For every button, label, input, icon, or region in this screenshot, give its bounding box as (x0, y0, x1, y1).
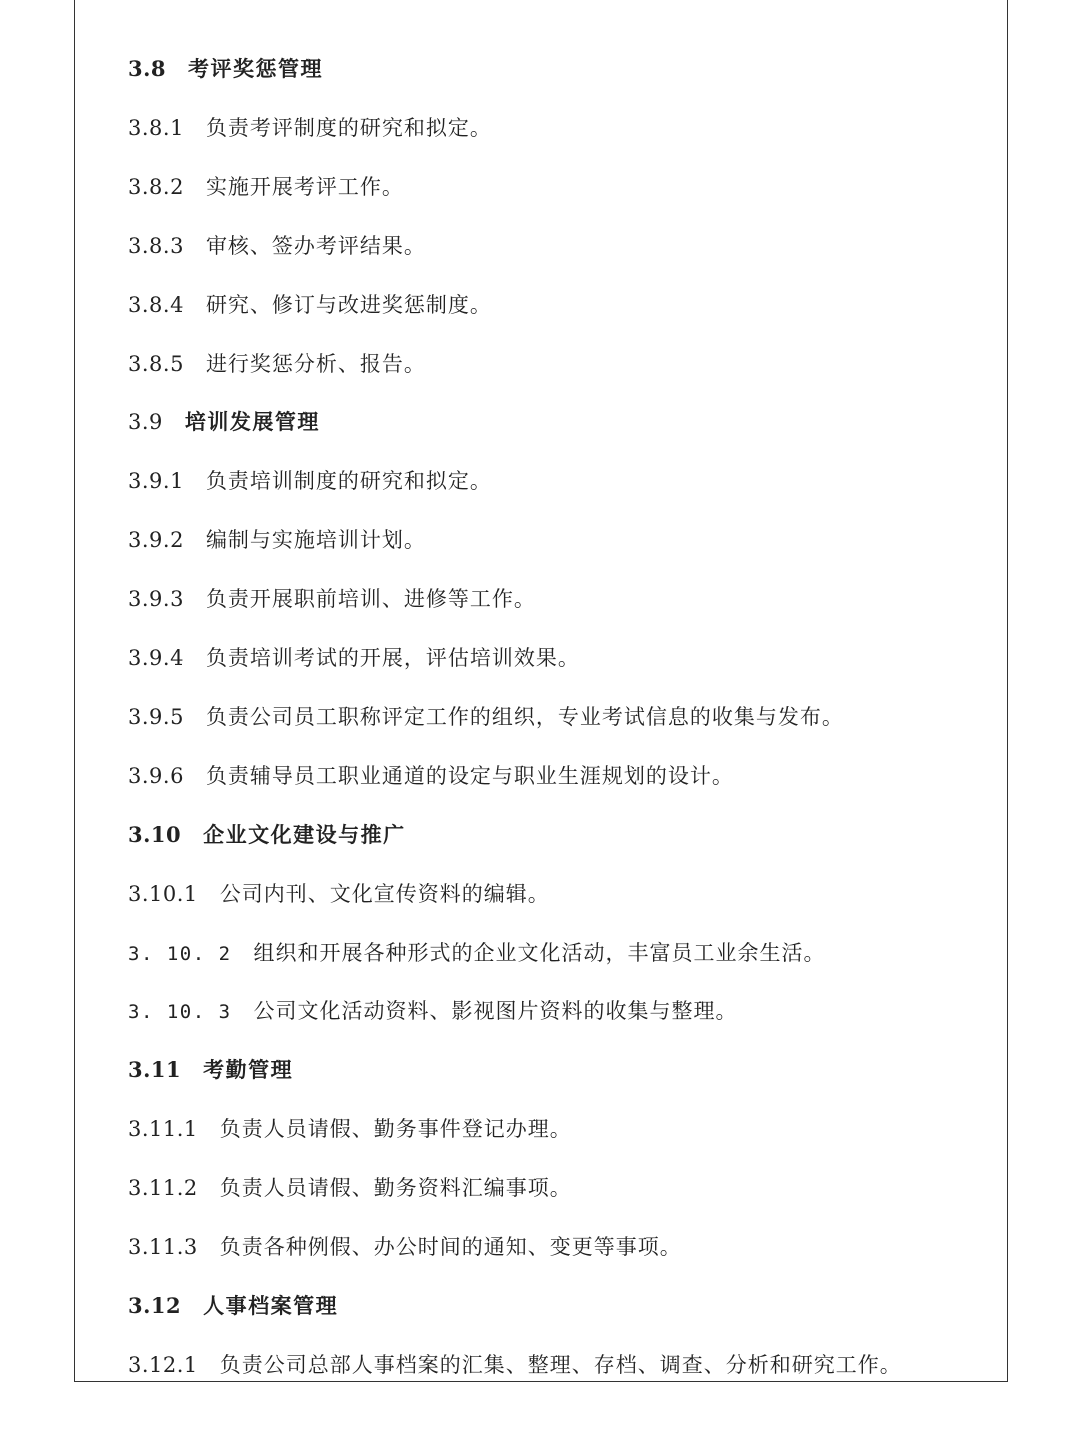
item-number: 3.12 (128, 1292, 182, 1318)
item-text: 负责公司员工职称评定工作的组织，专业考试信息的收集与发布。 (205, 704, 844, 729)
item-text: 公司内刊、文化宣传资料的编辑。 (219, 881, 550, 906)
list-item (128, 1109, 572, 1149)
item-text: 负责人员请假、勤务资料汇编事项。 (219, 1176, 572, 1201)
list-item (128, 579, 536, 619)
section-heading (128, 1286, 338, 1326)
section-heading (128, 402, 320, 442)
item-text: 考勤管理 (203, 1057, 294, 1083)
item-text: 考评奖惩管理 (188, 56, 324, 81)
item-number: 3.9.2 (128, 528, 184, 553)
item-number: 3. 10. 2 (128, 942, 232, 965)
item-text: 进行奖惩分析、报告。 (205, 351, 426, 376)
item-text: 负责辅导员工职业通道的设定与职业生涯规划的设计。 (205, 763, 734, 788)
item-number: 3.8.1 (128, 115, 184, 140)
item-text: 审核、签办考评结果。 (205, 233, 426, 258)
item-text: 培训发展管理 (184, 409, 320, 435)
item-number: 3.9.3 (128, 587, 184, 612)
list-item (128, 1345, 902, 1385)
list-item (128, 108, 492, 148)
list-item (128, 874, 550, 914)
item-text: 组织和开展各种形式的企业文化活动，丰富员工业余生活。 (253, 940, 826, 965)
item-number: 3.12.1 (128, 1352, 198, 1377)
list-item (128, 1227, 682, 1267)
item-text: 人事档案管理 (203, 1292, 339, 1318)
item-number: 3.11 (128, 1057, 182, 1083)
item-number: 3.11.2 (128, 1176, 198, 1201)
list-item (128, 226, 426, 266)
list-item (128, 933, 826, 973)
item-number: 3.8.4 (128, 292, 184, 317)
list-item (128, 756, 734, 796)
item-text: 负责人员请假、勤务事件登记办理。 (219, 1117, 572, 1142)
item-number: 3.8.2 (128, 174, 184, 199)
item-text: 研究、修订与改进奖惩制度。 (205, 292, 492, 317)
item-text: 公司文化活动资料、影视图片资料的收集与整理。 (253, 999, 738, 1024)
section-heading (128, 815, 406, 855)
item-number: 3. 10. 3 (128, 1001, 232, 1024)
item-number: 3.10 (128, 821, 182, 847)
list-item (128, 1168, 572, 1208)
item-text: 负责考评制度的研究和拟定。 (205, 115, 492, 140)
list-item (128, 638, 580, 678)
item-text: 实施开展考评工作。 (205, 174, 404, 199)
item-number: 3.11.1 (128, 1117, 198, 1142)
section-heading (128, 1050, 293, 1090)
item-number: 3.9.5 (128, 704, 184, 729)
item-text: 负责公司总部人事档案的汇集、整理、存档、调查、分析和研究工作。 (219, 1352, 902, 1377)
item-number: 3.8.3 (128, 233, 184, 258)
item-number: 3.9.6 (128, 763, 184, 788)
item-text: 负责各种例假、办公时间的通知、变更等事项。 (219, 1235, 682, 1259)
list-item (128, 285, 492, 325)
list-item (128, 520, 426, 560)
item-number: 3.11.3 (128, 1235, 198, 1259)
list-item (128, 344, 426, 384)
item-number: 3.10.1 (128, 881, 198, 906)
item-number: 3.9.1 (128, 469, 184, 494)
list-item (128, 697, 844, 737)
item-number: 3.8 (128, 56, 167, 81)
item-text: 负责开展职前培训、进修等工作。 (205, 587, 536, 612)
section-heading (128, 49, 323, 89)
item-text: 编制与实施培训计划。 (205, 528, 426, 553)
item-number: 3.9.4 (128, 646, 184, 670)
item-text: 负责培训制度的研究和拟定。 (205, 469, 492, 494)
list-item (128, 167, 404, 207)
item-number: 3.8.5 (128, 351, 184, 376)
item-number: 3.9 (128, 410, 163, 435)
item-text: 企业文化建设与推广 (203, 821, 406, 847)
item-text: 负责培训考试的开展，评估培训效果。 (205, 646, 580, 670)
list-item (128, 991, 738, 1031)
list-item (128, 461, 492, 501)
